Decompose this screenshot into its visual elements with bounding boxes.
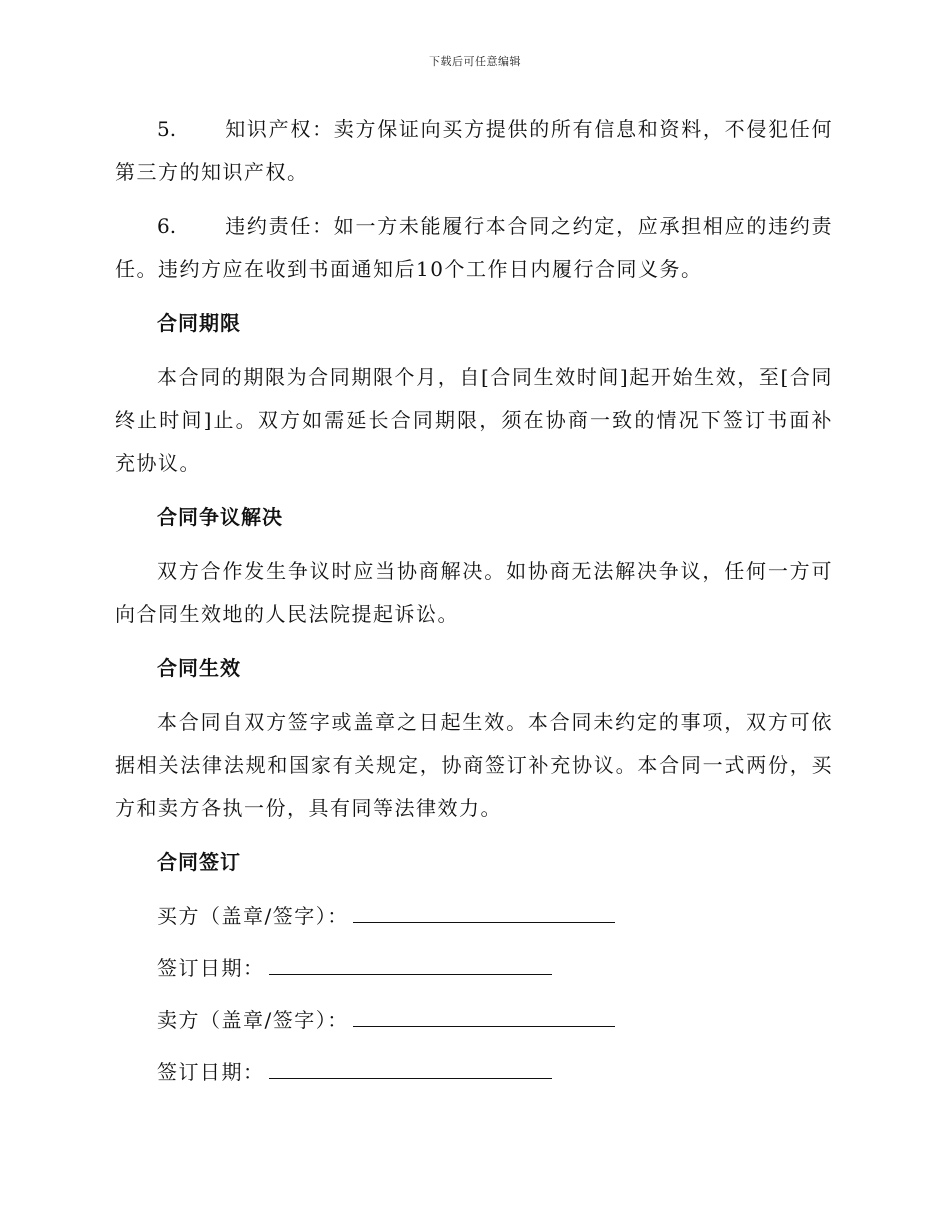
clause-number: 5. <box>157 117 177 141</box>
buyer-date-line <box>115 947 833 990</box>
clause-text: 知识产权：卖方保证向买方提供的所有信息和资料，不侵犯任何第三方的知识产权。 <box>115 117 833 184</box>
seller-date-line <box>115 1051 833 1094</box>
paragraph-dispute-resolution: 双方合作发生争议时应当协商解决。如协商无法解决争议，任何一方可向合同生效地的人民法院提起诉讼。 <box>115 559 833 626</box>
heading-contract-effect: 合同生效 <box>157 656 241 680</box>
seller-signature-label: 卖方（盖章/签字）： <box>157 1008 349 1032</box>
buyer-signature-field[interactable] <box>353 898 615 923</box>
heading-dispute-resolution: 合同争议解决 <box>157 505 283 529</box>
clause-intellectual-property <box>115 108 833 194</box>
seller-date-label: 签订日期： <box>157 1060 265 1084</box>
buyer-date-label: 签订日期： <box>157 956 265 980</box>
paragraph-contract-effect: 本合同自双方签字或盖章之日起生效。本合同未约定的事项，双方可依据相关法律法规和国家有关规定，协商签订补充协议。本合同一式两份，买方和卖方各执一份，具有同等法律效力。 <box>115 710 833 820</box>
buyer-signature-line <box>115 895 833 938</box>
buyer-date-field[interactable] <box>269 950 552 975</box>
buyer-signature-label: 买方（盖章/签字）： <box>157 904 349 928</box>
page-header: 下载后可任意编辑 <box>429 55 521 68</box>
paragraph-contract-term: 本合同的期限为合同期限个月，自[合同生效时间]起开始生效，至[合同终止时间]止。双方如需延长合同期限，须在协商一致的情况下签订书面补充协议。 <box>115 365 833 475</box>
heading-contract-term: 合同期限 <box>157 311 241 335</box>
seller-date-field[interactable] <box>269 1054 552 1079</box>
clause-number: 6. <box>157 214 177 238</box>
clause-liability <box>115 205 833 291</box>
document-body <box>115 108 833 1103</box>
seller-signature-line <box>115 999 833 1042</box>
clause-text: 违约责任：如一方未能履行本合同之约定，应承担相应的违约责任。违约方应在收到书面通知后10个工作日内履行合同义务。 <box>115 214 833 281</box>
seller-signature-field[interactable] <box>353 1002 615 1027</box>
heading-contract-signing: 合同签订 <box>157 850 241 874</box>
